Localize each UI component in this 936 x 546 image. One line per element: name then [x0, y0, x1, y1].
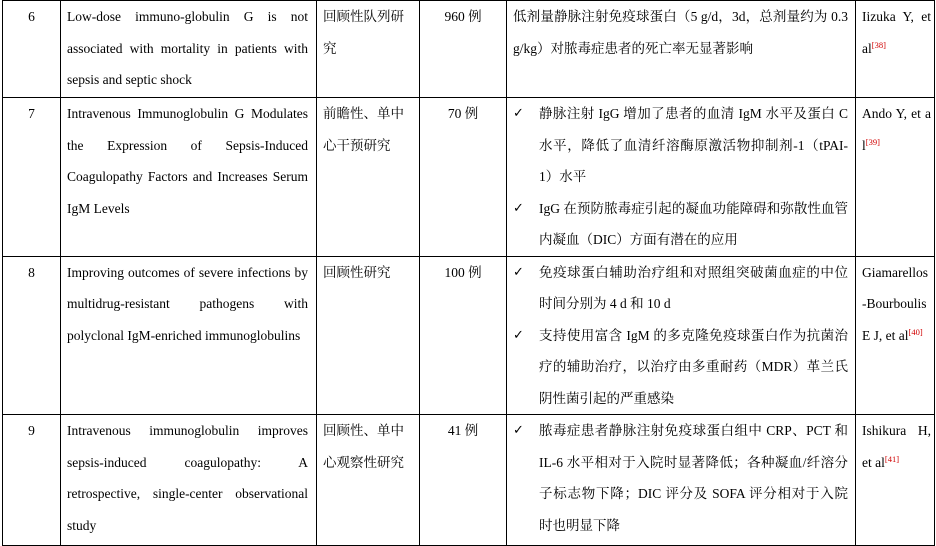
row-number: 7	[3, 98, 61, 257]
row-number: 9	[3, 415, 61, 546]
reference	[856, 415, 935, 546]
row-number: 6	[3, 1, 61, 98]
study-title: Low-dose immuno-globulin G is not associated with mortality in patients with sepsis and septic shock	[61, 1, 317, 98]
reference	[856, 256, 935, 415]
studies-table	[2, 0, 935, 546]
sample-size: 100 例	[420, 256, 507, 415]
findings	[507, 256, 856, 415]
finding-text: 脓毒症患者静脉注射免疫球蛋白组中 CRP、PCT 和 IL-6 水平相对于入院时显著降低；各种凝血/纤溶分子标志物下降；DIC 评分及 SOFA 评分相对于入院时也明显下降	[539, 423, 848, 533]
findings	[507, 1, 856, 98]
findings	[507, 415, 856, 546]
finding-item	[513, 193, 848, 256]
study-design: 回顾性队列研究	[317, 1, 420, 98]
finding-text: 低剂量静脉注射免疫球蛋白（5 g/d，3d，总剂量约为 0.3 g/kg）对脓毒症患者的死亡率无显著影响	[513, 9, 848, 56]
findings	[507, 98, 856, 257]
reference-author: Giamarellos-Bourboulis E J, et al	[862, 264, 928, 343]
finding-item	[513, 257, 848, 320]
study-title: Improving outcomes of severe infections by multidrug-resistant pathogens with polyclonal IgM-enriched immunoglobulins	[61, 256, 317, 415]
row-number: 8	[3, 256, 61, 415]
sample-size: 70 例	[420, 98, 507, 257]
finding-text: IgG 在预防脓毒症引起的凝血功能障碍和弥散性血管内凝血（DIC）方面有潜在的应用	[539, 200, 848, 247]
study-title: Intravenous immunoglobulin improves sepsis-induced coagulopathy: A retrospective, single-center observational study	[61, 415, 317, 546]
study-title: Intravenous Immunoglobulin G Modulates the Expression of Sepsis-Induced Coagulopathy Factors and Increases Serum IgM Levels	[61, 98, 317, 257]
citation-number: [40]	[908, 326, 923, 337]
reference	[856, 1, 935, 98]
reference-author: Iizuka Y, et al	[862, 9, 931, 56]
sample-size: 41 例	[420, 415, 507, 546]
citation-number: [41]	[884, 453, 900, 464]
study-design: 回顾性研究	[317, 256, 420, 415]
finding-item	[513, 415, 848, 541]
check-icon: ✓	[513, 106, 524, 121]
study-design: 前瞻性、单中心干预研究	[317, 98, 420, 257]
reference	[856, 98, 935, 257]
check-icon: ✓	[513, 200, 524, 216]
check-icon: ✓	[513, 423, 524, 438]
finding-text: 支持使用富含 IgM 的多克隆免疫球蛋白作为抗菌治疗的辅助治疗，以治疗由多重耐药（MDR）革兰氏阴性菌引起的严重感染	[539, 327, 848, 406]
finding-text: 静脉注射 IgG 增加了患者的血清 IgM 水平及蛋白 C 水平，降低了血清纤溶酶原激活物抑制剂-1（tPAI-1）水平	[539, 106, 848, 184]
study-design: 回顾性、单中心观察性研究	[317, 415, 420, 546]
finding-text: 免疫球蛋白辅助治疗组和对照组突破菌血症的中位时间分别为 4 d 和 10 d	[539, 264, 848, 311]
citation-number: [38]	[871, 39, 886, 50]
reference-author: Ishikura H, et al	[862, 423, 931, 470]
citation-number: [39]	[865, 136, 880, 147]
table-row	[3, 415, 935, 546]
table-row	[3, 1, 935, 98]
table-row	[3, 256, 935, 415]
check-icon: ✓	[513, 327, 524, 343]
finding-item	[513, 98, 848, 193]
finding-item	[513, 320, 848, 415]
check-icon: ✓	[513, 264, 524, 280]
reference-author: Ando Y, et al	[862, 106, 931, 153]
table-row	[3, 98, 935, 257]
sample-size: 960 例	[420, 1, 507, 98]
